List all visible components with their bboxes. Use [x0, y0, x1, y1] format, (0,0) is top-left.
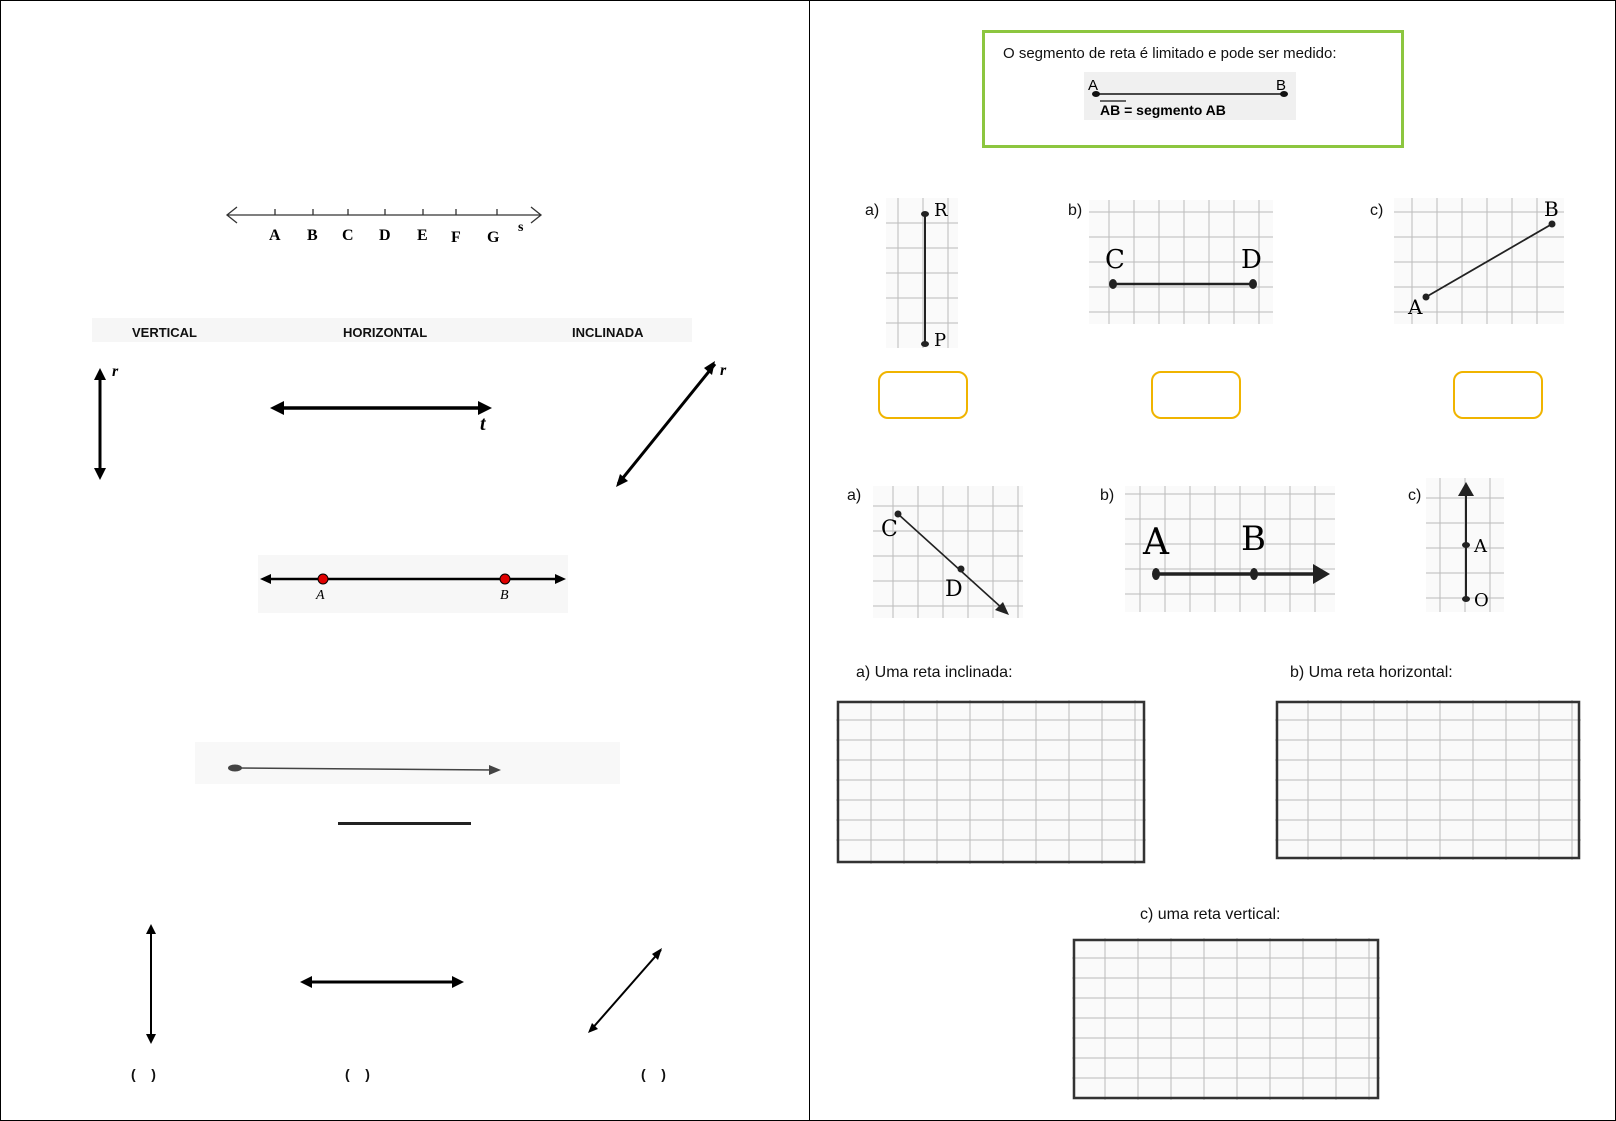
seg-label-b: b)	[1068, 202, 1083, 219]
inclined-line-r	[610, 356, 740, 492]
ray-point-b: B	[1241, 519, 1266, 559]
point-a-label: A	[316, 588, 325, 603]
info-text: O segmento de reta é limitado e pode ser medido:	[1003, 45, 1337, 62]
info-point-a: A	[1088, 77, 1099, 94]
ray-point-o: O	[1474, 590, 1489, 611]
point-b-label: B	[500, 588, 509, 603]
ray-point-d: D	[945, 577, 963, 602]
page-divider	[809, 0, 810, 1121]
point-label: A	[269, 227, 281, 244]
seg-point-d: D	[1241, 245, 1262, 275]
drawing-grid-horizontal[interactable]	[1275, 700, 1581, 860]
answer-box-c[interactable]	[1453, 371, 1543, 419]
point-label: B	[307, 227, 318, 244]
segment-rp-figure	[886, 198, 958, 351]
answer-paren-1[interactable]: ( )	[131, 1066, 156, 1082]
ray-point-a: A	[1143, 522, 1169, 563]
ray-cd-figure	[873, 486, 1023, 618]
ray-point-c: C	[881, 517, 898, 542]
ray-origin-dot	[228, 765, 242, 772]
line-name: s	[518, 220, 524, 235]
answer-paren-3[interactable]: ( )	[641, 1066, 666, 1082]
ray-example	[225, 758, 505, 778]
line-name-r2: r	[720, 362, 727, 379]
point-label: D	[379, 227, 391, 244]
line-name-r: r	[112, 363, 119, 380]
point-label: F	[451, 229, 461, 246]
answer-paren-2[interactable]: ( )	[345, 1066, 370, 1082]
answer-box-b[interactable]	[1151, 371, 1241, 419]
seg-point-a: A	[1408, 295, 1423, 319]
answer-box-a[interactable]	[878, 371, 968, 419]
info-point-b: B	[1276, 77, 1287, 94]
segment-cd-figure	[1089, 200, 1273, 324]
label-horizontal: HORIZONTAL	[343, 325, 428, 340]
vertical-line-r	[86, 363, 126, 484]
point-b-dot	[500, 574, 510, 584]
seg-point-r: R	[934, 200, 948, 221]
bottom-inclined-line	[585, 946, 665, 1036]
task-horizontal-label: b) Uma reta horizontal:	[1290, 664, 1453, 681]
segment-example	[338, 822, 471, 825]
number-line	[225, 195, 545, 250]
seg-point-b: B	[1544, 197, 1559, 221]
point-a-dot	[318, 574, 328, 584]
line-with-points	[258, 565, 568, 610]
seg-point-p: P	[934, 330, 947, 351]
ray-point-a2: A	[1474, 536, 1487, 557]
seg-point-c: C	[1105, 245, 1125, 275]
ray-oa-figure	[1426, 478, 1504, 612]
ray-label-c: c)	[1408, 487, 1422, 504]
drawing-grid-vertical[interactable]	[1072, 938, 1380, 1100]
label-vertical: VERTICAL	[132, 325, 197, 340]
seg-label-c: c)	[1370, 202, 1384, 219]
point-label: C	[342, 227, 354, 244]
horizontal-line-t	[268, 396, 498, 436]
info-segment-figure	[1084, 72, 1296, 120]
line-name-t: t	[480, 413, 486, 435]
task-vertical-label: c) uma reta vertical:	[1140, 906, 1281, 923]
drawing-grid-inclined[interactable]	[836, 700, 1146, 864]
point-label: G	[487, 229, 500, 246]
ray-ab-figure	[1125, 486, 1335, 612]
segment-ab-figure	[1394, 198, 1564, 324]
label-inclined: INCLINADA	[572, 325, 644, 340]
bottom-vertical-line	[141, 922, 163, 1046]
point-label: E	[417, 227, 428, 244]
ray-label-b: b)	[1100, 487, 1115, 504]
seg-label-a: a)	[865, 202, 880, 219]
info-notation: AB = segmento AB	[1100, 102, 1226, 118]
task-inclined-label: a) Uma reta inclinada:	[856, 664, 1013, 681]
ray-label-a: a)	[847, 487, 862, 504]
bottom-horizontal-line	[298, 972, 466, 992]
